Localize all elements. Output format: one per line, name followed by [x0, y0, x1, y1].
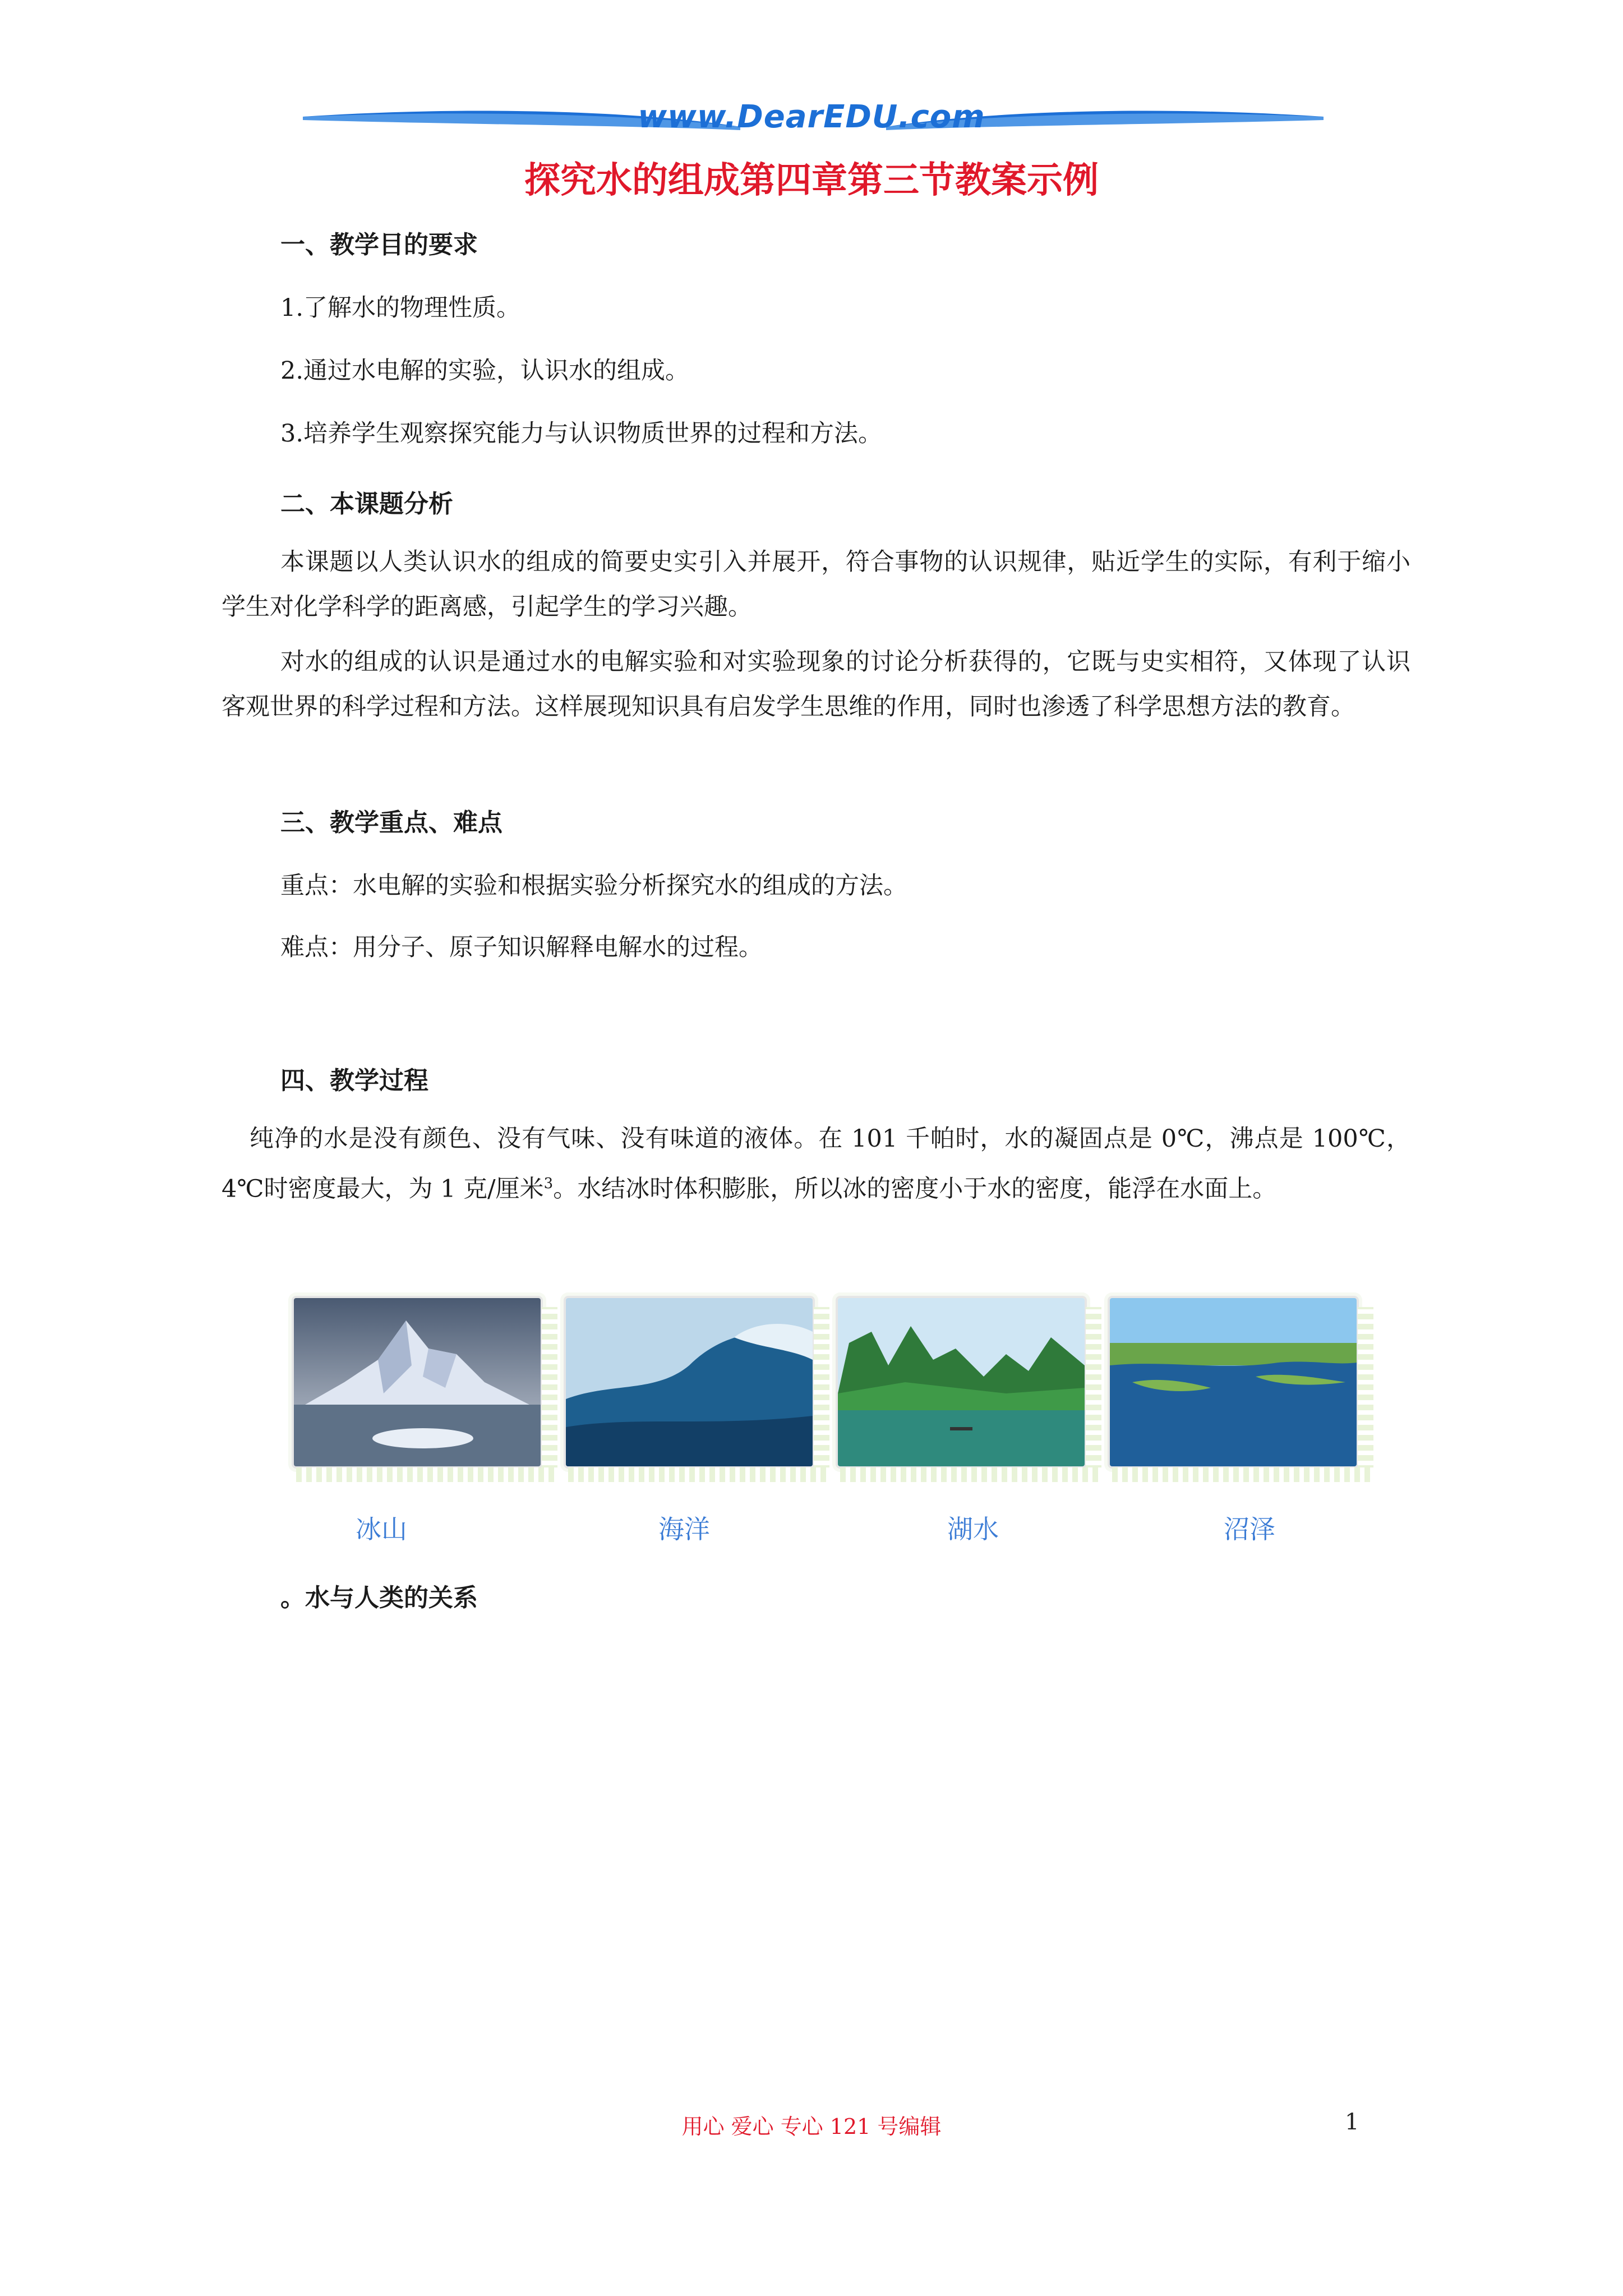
footer-slogan: 用心 爱心 专心 121 号编辑 [681, 2114, 942, 2139]
caption-lake: 湖水 [947, 1514, 999, 1544]
water-properties-text-b: 。水结冰时体积膨胀，所以冰的密度小于水的密度，能浮在水面上。 [553, 1175, 1277, 1203]
site-logo-text: www.DearEDU.com [638, 99, 985, 135]
caption-ocean: 海洋 [658, 1514, 710, 1544]
lake-image [838, 1298, 1085, 1466]
section-heading-analysis: 二、本课题分析 [280, 490, 453, 518]
goal-item-2: 2.通过水电解的实验，认识水的组成。 [280, 357, 690, 385]
goal-item-3: 3.培养学生观察探究能力与认识物质世界的过程和方法。 [280, 420, 883, 448]
caption-swamp: 沼泽 [1224, 1514, 1275, 1544]
iceberg-image [294, 1298, 541, 1466]
goal-item-1: 1.了解水的物理性质。 [280, 294, 521, 322]
analysis-paragraph-1: 本课题以人类认识水的组成的简要史实引入并展开，符合事物的认识规律，贴近学生的实际，有利于缩小学生对化学科学的距离感，引起学生的学习兴趣。 [222, 548, 1410, 621]
section-heading-key-points: 三、教学重点、难点 [280, 808, 502, 837]
water-properties-text-a: 纯净的水是没有颜色、没有气味、没有味道的液体。在 101 千帕时，水的凝固点是 0℃，沸点是 100℃，4℃时密度最大，为 1 克/厘米 [222, 1125, 1410, 1203]
caption-iceberg: 冰山 [356, 1514, 407, 1544]
cubic-superscript: 3 [543, 1175, 554, 1192]
photo-iceberg [292, 1296, 538, 1464]
section-heading-water-and-humans: 。水与人类的关系 [280, 1584, 478, 1612]
section-heading-goals: 一、教学目的要求 [280, 231, 478, 259]
ocean-image [566, 1298, 813, 1466]
photo-swamp [1108, 1296, 1354, 1464]
analysis-paragraph-2: 对水的组成的认识是通过水的电解实验和对实验现象的讨论分析获得的，它既与史实相符，又体现了认识客观世界的科学过程和方法。这样展现知识具有启发学生思维的作用，同时也渗透了科学思想方法的教育。 [222, 648, 1410, 721]
difficult-point-text: 难点：用分子、原子知识解释电解水的过程。 [280, 933, 763, 961]
key-point-text: 重点：水电解的实验和根据实验分析探究水的组成的方法。 [280, 872, 907, 900]
water-properties-paragraph [222, 1116, 1410, 1211]
section-heading-process: 四、教学过程 [280, 1066, 428, 1095]
page-number: 1 [1345, 2109, 1359, 2135]
document-title: 探究水的组成第四章第三节教案示例 [524, 159, 1099, 201]
swamp-image [1110, 1298, 1357, 1466]
photo-ocean [564, 1296, 810, 1464]
photo-lake [836, 1296, 1082, 1464]
